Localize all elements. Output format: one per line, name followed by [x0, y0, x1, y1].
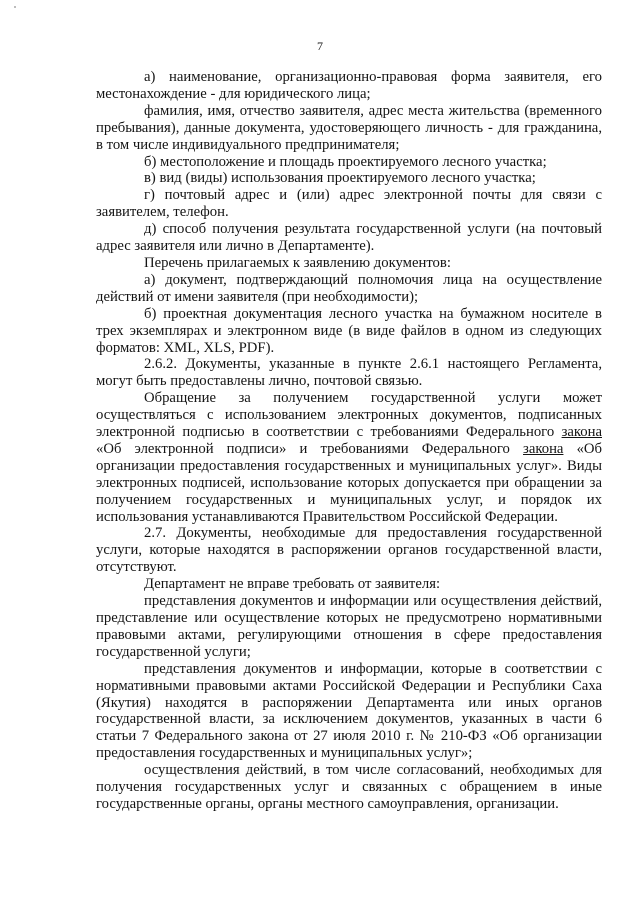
electronic-text-part-3: «Об организации предоставления государственных и муниципальных услуг». Виды электронных подписей, использование которых допускается при обращении за получением государственных и муниципальных услуг, и порядок их использования устанавливаются Правительством Российской Федерации.	[96, 440, 602, 525]
document-body	[96, 69, 602, 813]
paragraph-contact-address: г) почтовый адрес и (или) адрес электронной почты для связи с заявителем, телефон.	[96, 187, 602, 221]
paragraph-project-documentation: б) проектная документация лесного участка на бумажном носителе в трех экземплярах и электронном виде (в виде файлов в одном из следующих форматов: XML, XLS, PDF).	[96, 305, 602, 356]
paragraph-department-restrictions: Департамент не вправе требовать от заявителя:	[144, 576, 441, 593]
electronic-text-part-1: Обращение за получением государственной услуги может осуществляться с использованием электронных документов, подписанных электронной подписью в соответствии с требованиями Федерального	[96, 390, 602, 441]
paragraph-2-6-2: 2.6.2. Документы, указанные в пункте 2.6.1 настоящего Регламента, могут быть предоставлены лично, почтовой связью.	[96, 356, 602, 390]
paragraph-restriction-1: представления документов и информации или осуществления действий, представление или осуществление которых не предусмотрено нормативными правовыми актами, регулирующими отношения в сфере предоставления государственной услуги;	[96, 593, 602, 660]
paragraph-electronic-submission	[96, 390, 602, 525]
paragraph-authority-document: а) документ, подтверждающий полномочия лица на осуществление действий от имени заявителя (при необходимости);	[96, 271, 602, 305]
paragraph-2-7: 2.7. Документы, необходимые для предоставления государственной услуги, которые находятся в распоряжении органов государственной власти, отсутствуют.	[96, 525, 602, 576]
paragraph-plot-location: б) местоположение и площадь проектируемого лесного участка;	[144, 153, 547, 170]
law-link-electronic-signature[interactable]: закона	[561, 424, 602, 441]
paragraph-plot-usage: в) вид (виды) использования проектируемого лесного участка;	[144, 170, 536, 187]
paragraph-applicant-name: а) наименование, организационно-правовая форма заявителя, его местонахождение - для юридического лица;	[96, 69, 602, 102]
paragraph-attachments-heading: Перечень прилагаемых к заявлению документов:	[144, 254, 451, 271]
paragraph-result-method: д) способ получения результата государственной услуги (на почтовый адрес заявителя или лично в Департаменте).	[96, 221, 602, 255]
page-number: 7	[317, 39, 323, 53]
paragraph-restriction-2: представления документов и информации, которые в соответствии с нормативными правовыми актами Российской Федерации и Республики Саха (Якутия) находятся в распоряжении Департамента или иных органов государственной власти, за исключением документов, указанных в части 6 статьи 7 Федерального закона от 27 июля 2010 г. № 210-ФЗ «Об организации предоставления государственных и муниципальных услуг»;	[96, 660, 602, 762]
paragraph-restriction-3: осуществления действий, в том числе согласований, необходимых для получения государственных услуг и связанных с обращением в иные государственные органы, органы местного самоуправления, организации.	[96, 762, 602, 812]
scan-mark	[14, 6, 16, 8]
paragraph-citizen-details: фамилия, имя, отчество заявителя, адрес места жительства (временного пребывания), данные документа, удостоверяющего личность - для гражданина, в том числе индивидуального предпринимателя;	[96, 102, 602, 153]
law-link-public-services[interactable]: закона	[523, 440, 564, 457]
electronic-text-part-2: «Об электронной подписи» и требованиями Федерального	[96, 440, 524, 457]
